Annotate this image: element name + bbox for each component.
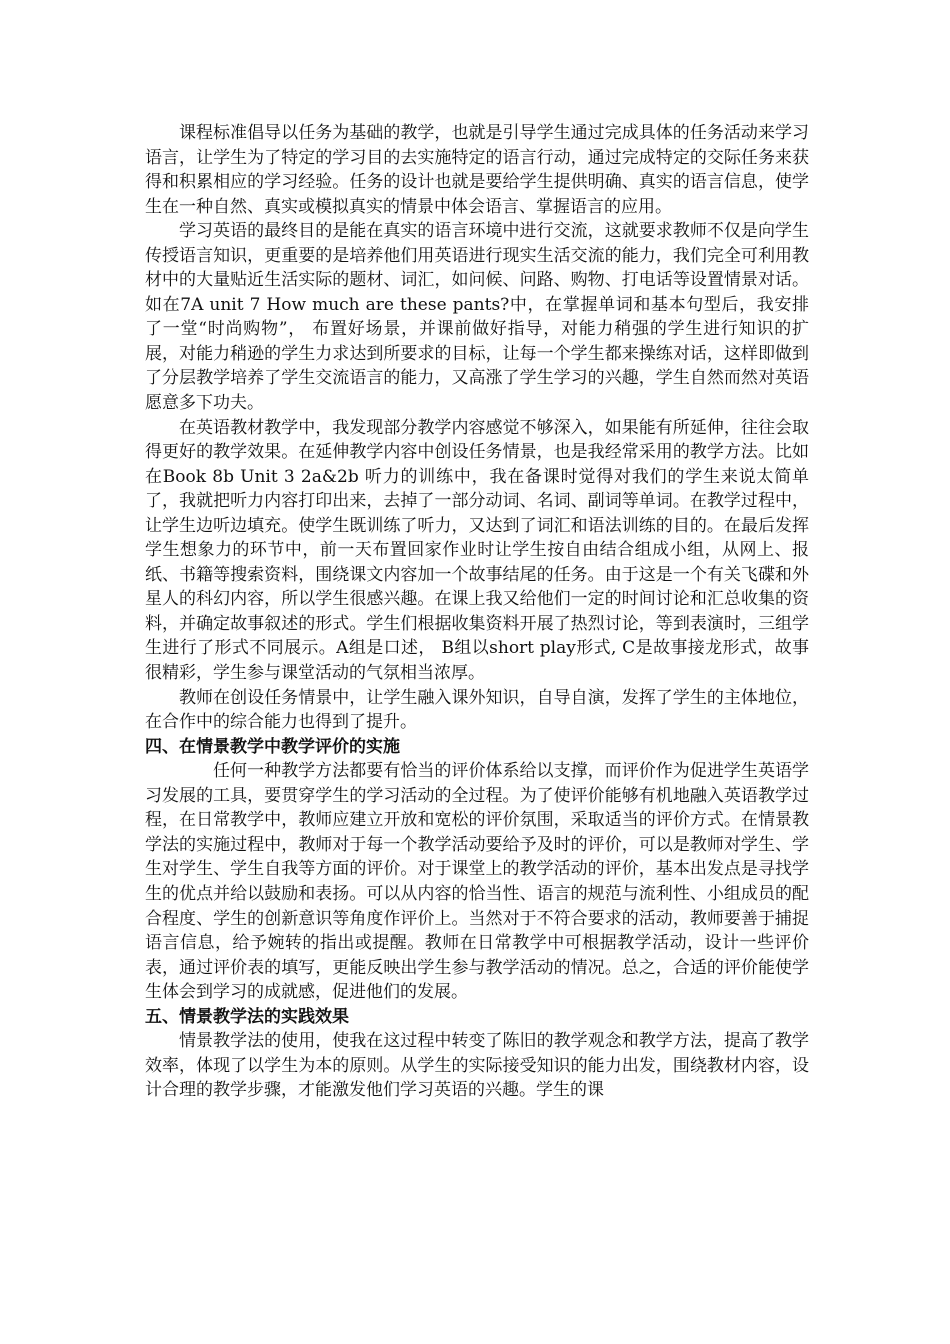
section-heading-5: 五、情景教学法的实践效果 <box>145 1006 349 1027</box>
paragraph-evaluation: 任何一种教学方法都要有恰当的评价体系给以支撑，而评价作为促进学生英语学习发展的工具，要贯穿学生的学习活动的全过程。为了使评价能够有机地融入英语教学过程，在日常教学中，教师应建立开放和宽松的评价氛围，采取适当的评价方式。在情景教学法的实施过程中，教师对于每一个教学活动要给予及时的评价，可以是教师对学生、学生对学生、学生自我等方面的评价。对于课堂上的教学活动的评价，基本出发点是寻找学生的优点并给以鼓励和表扬。可以从内容的恰当性、语言的规范与流利性、小组成员的配合程度、学生的创新意识等角度作评价上。当然对于不符合要求的活动，教师要善于捕捉语言信息，给予婉转的指出或提醒。教师在日常教学中可根据教学活动，设计一些评价表，通过评价表的填写，更能反映出学生参与教学活动的情况。总之，合适的评价能使学生体会到学习的成就感，促进他们的发展。 <box>145 761 809 1003</box>
paragraph-teacher-role: 教师在创设任务情景中，让学生融入课外知识，自导自演，发挥了学生的主体地位，在合作中的综合能力也得到了提升。 <box>145 687 809 733</box>
document-page <box>145 121 809 1103</box>
paragraph-practice-effects: 情景教学法的使用，使我在这过程中转变了陈旧的教学观念和教学方法，提高了教学效率，体现了以学生为本的原则。从学生的实际接受知识的能力出发，围绕教材内容，设计合理的教学步骤，才能激发他们学习英语的兴趣。学生的课 <box>145 1031 809 1101</box>
paragraph-task-based-teaching: 课程标准倡导以任务为基础的教学，也就是引导学生通过完成具体的任务活动来学习语言，让学生为了特定的学习目的去实施特定的语言行动，通过完成特定的交际任务来获得和积累相应的学习经验。任务的设计也就是要给学生提供明确、真实的语言信息，使学生在一种自然、真实或模拟真实的情景中体会语言、掌握语言的应用。 <box>145 123 809 217</box>
section-heading-4: 四、在情景教学中教学评价的实施 <box>145 736 400 757</box>
paragraph-learning-english-purpose: 学习英语的最终目的是能在真实的语言环境中进行交流，这就要求教师不仅是向学生传授语言知识，更重要的是培养他们用英语进行现实生活交流的能力，我们完全可利用教材中的大量贴近生活实际的题材、词汇，如问候、问路、购物、打电话等设置情景对话。如在7A unit 7 How much are these pants?中，在掌握单词和基本句型后，我安排了一堂“时尚购物”， 布置好场景，并课前做好指导，对能力稍强的学生进行知识的扩展，对能力稍逊的学生力求达到所要求的目标，让每一个学生都来操练对话，这样即做到了分层教学培养了学生交流语言的能力，又高涨了学生学习的兴趣，学生自然而然对英语愿意多下功夫。 <box>145 221 809 414</box>
paragraph-extended-teaching: 在英语教材教学中，我发现部分教学内容感觉不够深入，如果能有所延伸，往往会取得更好的教学效果。在延伸教学内容中创设任务情景，也是我经常采用的教学方法。比如在Book 8b Unit 3 2a&2b 听力的训练中，我在备课时觉得对我们的学生来说太简单了，我就把听力内容打印出来，去掉了一部分动词、名词、副词等单词。在教学过程中，让学生边听边填充。使学生既训练了听力，又达到了词汇和语法训练的目的。在最后发挥学生想象力的环节中，前一天布置回家作业时让学生按自由结合组成小组，从网上、报纸、书籍等搜索资料，围绕课文内容加一个故事结尾的任务。由于这是一个有关飞碟和外星人的科幻内容，所以学生很感兴趣。在课上我又给他们一定的时间讨论和汇总收集的资料，并确定故事叙述的形式。学生们根据收集资料开展了热烈讨论，等到表演时，三组学生进行了形式不同展示。A组是口述， B组以short play形式, C是故事接龙形式，故事很精彩，学生参与课堂活动的气氛相当浓厚。 <box>145 417 809 684</box>
